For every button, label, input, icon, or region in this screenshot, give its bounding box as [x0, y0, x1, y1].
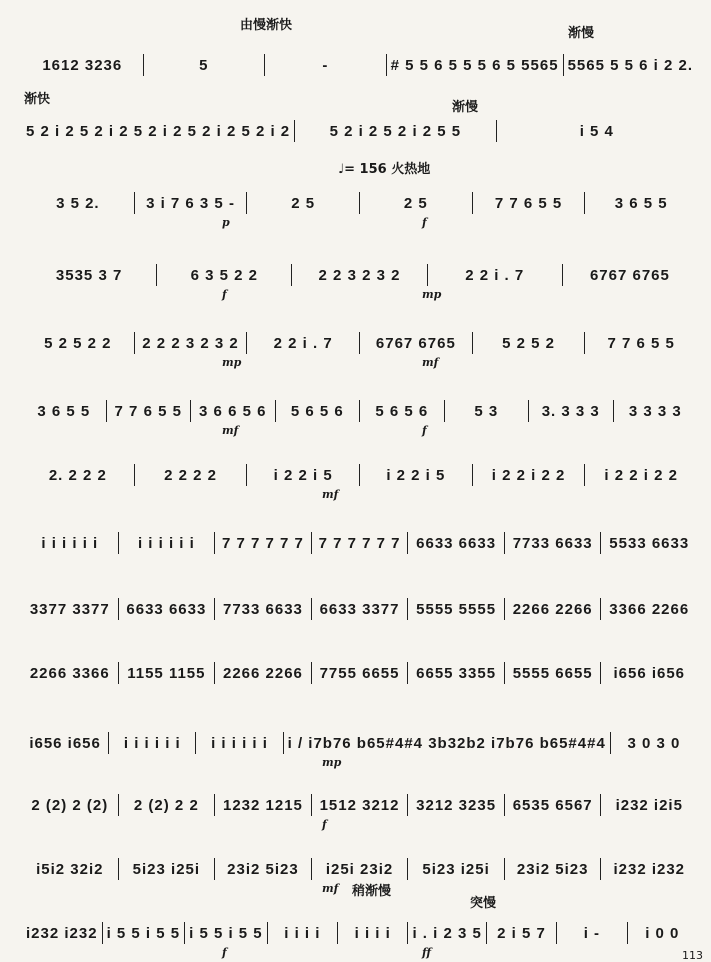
- score-system: [22, 330, 697, 369]
- notes-row: [22, 792, 697, 818]
- notes-row: [22, 398, 697, 424]
- measure: i 2 2 i 2 2: [473, 464, 586, 486]
- staff-line: [22, 52, 697, 78]
- measure: 3377 3377: [22, 598, 119, 620]
- measure: i 2 2 i 2 2: [604, 466, 678, 484]
- measure: 3 5 2.: [22, 192, 135, 214]
- measure: i -: [557, 922, 627, 944]
- measure: i 5 5 i 5 5: [185, 922, 268, 944]
- staff-line: [22, 856, 697, 882]
- measure: 3 6 5 5: [614, 194, 668, 212]
- staff-line: [22, 596, 697, 622]
- measure: 3 3 3 3: [628, 402, 682, 420]
- measure: 1512 3212: [312, 794, 409, 816]
- measure: 3. 3 3 3: [529, 400, 614, 422]
- measure: 2 2 2 2: [135, 464, 248, 486]
- dynamic-mark: mf: [422, 356, 439, 369]
- notes-row: [22, 660, 697, 686]
- dynamic-mark: mf: [322, 488, 339, 501]
- measure: 5i23 i25i: [119, 858, 216, 880]
- measure: 5 3: [445, 400, 530, 422]
- measure: 6633 3377: [312, 598, 409, 620]
- notes-row: [22, 730, 697, 756]
- measure: 2266 2266: [215, 662, 312, 684]
- measure: i25i 23i2: [312, 858, 409, 880]
- measure: 2 (2) 2 2: [119, 794, 216, 816]
- measure: 3 6 6 5 6: [191, 400, 276, 422]
- measure: # 5 5 6 5 5 5 6 5 5565: [387, 54, 564, 76]
- dynamic-mark: f: [322, 818, 327, 831]
- measure: 6633 6633: [408, 532, 505, 554]
- staff-line: [22, 330, 697, 356]
- measure: 2 (2) 2 (2): [22, 794, 119, 816]
- measure: 2 2 i . 7: [247, 332, 360, 354]
- score-system: [22, 596, 697, 622]
- dynamic-mark: p: [222, 216, 230, 229]
- measure: i 5 4: [579, 122, 614, 140]
- staff-line: [22, 730, 697, 756]
- notes-row: [22, 530, 697, 556]
- measure: 2 2 3 2 3 2: [292, 264, 427, 286]
- measure: 5555 6655: [505, 662, 602, 684]
- measure: 3 6 5 5: [22, 400, 107, 422]
- measure: i232 i232: [22, 922, 103, 944]
- score-system: [22, 262, 697, 301]
- measure: 7 7 6 5 5: [607, 334, 675, 352]
- annotation-jian-man-2: 渐慢: [452, 100, 479, 115]
- dynamic-mark: mf: [222, 424, 239, 437]
- measure: 2266 3366: [22, 662, 119, 684]
- annotation-jian-kuai: 渐快: [24, 92, 51, 107]
- measure: 3366 2266: [609, 600, 690, 618]
- annotation-shao-jian-man: 稍渐慢: [352, 884, 392, 899]
- dynamic-mark: mf: [322, 882, 339, 895]
- measure: 5 2 i 2 5 2 i 2 5 5: [295, 120, 496, 142]
- staff-line: [22, 792, 697, 818]
- dynamic-mark: ff: [422, 946, 432, 959]
- score-system: [22, 660, 697, 686]
- score-system: [22, 730, 697, 769]
- notes-row: [22, 52, 697, 78]
- notes-row: [22, 462, 697, 488]
- staff-line: [22, 398, 697, 424]
- annotation-tu-man: 突慢: [470, 896, 497, 911]
- notes-row: [22, 856, 697, 882]
- dynamic-mark: f: [422, 216, 427, 229]
- measure: 5533 6633: [609, 534, 690, 552]
- staff-line: [22, 262, 697, 288]
- measure: i5i2 32i2: [22, 858, 119, 880]
- measure: 5: [144, 54, 266, 76]
- dynamic-mark: f: [422, 424, 427, 437]
- measure: 3212 3235: [408, 794, 505, 816]
- score-system: [22, 530, 697, 556]
- measure: 7 7 6 5 5: [473, 192, 586, 214]
- measure: 23i2 5i23: [505, 858, 602, 880]
- measure: i656 i656: [22, 732, 109, 754]
- measure: i i i i i i: [22, 532, 119, 554]
- measure: 2 2 i . 7: [428, 264, 563, 286]
- measure: 1155 1155: [119, 662, 216, 684]
- annotation-you-man-jian-kuai: 由慢渐快: [240, 18, 293, 33]
- measure: i / i7b76 b65#4#4 3b32b2 i7b76 b65#4#4: [284, 732, 611, 754]
- measure: 7 7 7 7 7 7: [312, 532, 409, 554]
- measure: 6633 6633: [119, 598, 216, 620]
- score-system: [22, 398, 697, 437]
- measure: 5565 5 5 6 i 2 2.: [567, 56, 693, 74]
- measure: 2 2 2 3 2 3 2: [135, 332, 248, 354]
- notes-row: [22, 596, 697, 622]
- dynamic-mark: mp: [322, 756, 342, 769]
- dynamic-mark: mp: [222, 356, 242, 369]
- measure: 6767 6765: [589, 266, 670, 284]
- measure: i 2 2 i 5: [247, 464, 360, 486]
- measure: 1232 1215: [215, 794, 312, 816]
- staff-line: [22, 920, 697, 946]
- score-system: [22, 118, 697, 144]
- measure: 5i23 i25i: [408, 858, 505, 880]
- measure: 7733 6633: [215, 598, 312, 620]
- dynamic-mark: mp: [422, 288, 442, 301]
- measure: i 0 0: [645, 924, 680, 942]
- notes-row: [22, 330, 697, 356]
- tempo-mark: ♩= 156 火热地: [338, 162, 431, 177]
- staff-line: [22, 530, 697, 556]
- measure: i i i i i i: [109, 732, 196, 754]
- measure: 7 7 6 5 5: [107, 400, 192, 422]
- measure: i i i i: [338, 922, 408, 944]
- measure: i656 i656: [613, 664, 686, 682]
- measure: 6535 6567: [505, 794, 602, 816]
- measure: i232 i2i5: [615, 796, 683, 814]
- measure: i232 i232: [613, 860, 686, 878]
- score-system: [22, 52, 697, 78]
- staff-line: [22, 190, 697, 216]
- measure: 6767 6765: [360, 332, 473, 354]
- measure: 7733 6633: [505, 532, 602, 554]
- measure: 5 2 i 2 5 2 i 2 5 2 i 2 5 2 i 2 5 2 i 2: [22, 120, 295, 142]
- notes-row: [22, 920, 697, 946]
- measure: 6 3 5 2 2: [157, 264, 292, 286]
- measure: 5 2 5 2 2: [22, 332, 135, 354]
- score-system: [22, 190, 697, 229]
- measure: 2 i 5 7: [487, 922, 557, 944]
- notes-row: [22, 190, 697, 216]
- measure: 2 5: [247, 192, 360, 214]
- score-system: [22, 792, 697, 831]
- measure: 5 2 5 2: [473, 332, 586, 354]
- measure: 1612 3236: [22, 54, 144, 76]
- notes-row: [22, 118, 697, 144]
- measure: 3 i 7 6 3 5 -: [135, 192, 248, 214]
- staff-line: [22, 660, 697, 686]
- measure: 7755 6655: [312, 662, 409, 684]
- dynamic-mark: f: [222, 946, 227, 959]
- measure: i . i 2 3 5: [408, 922, 486, 944]
- measure: -: [265, 54, 387, 76]
- measure: i 5 5 i 5 5: [103, 922, 186, 944]
- measure: i i i i i i: [119, 532, 216, 554]
- measure: 7 7 7 7 7 7: [215, 532, 312, 554]
- measure: 2266 2266: [505, 598, 602, 620]
- score-system: [22, 462, 697, 501]
- dynamic-mark: f: [222, 288, 227, 301]
- measure: 6655 3355: [408, 662, 505, 684]
- measure: 5 6 5 6: [276, 400, 361, 422]
- measure: 23i2 5i23: [215, 858, 312, 880]
- measure: i i i i: [268, 922, 338, 944]
- annotation-jian-man-1: 渐慢: [568, 26, 595, 41]
- staff-line: [22, 462, 697, 488]
- measure: 5555 5555: [408, 598, 505, 620]
- staff-line: [22, 118, 697, 144]
- measure: 3535 3 7: [22, 264, 157, 286]
- measure: 2 5: [360, 192, 473, 214]
- notes-row: [22, 262, 697, 288]
- measure: i 2 2 i 5: [360, 464, 473, 486]
- measure: 2. 2 2 2: [22, 464, 135, 486]
- measure: i i i i i i: [196, 732, 283, 754]
- page-number: 113: [682, 949, 703, 962]
- measure: 3 0 3 0: [627, 734, 681, 752]
- measure: 5 6 5 6: [360, 400, 445, 422]
